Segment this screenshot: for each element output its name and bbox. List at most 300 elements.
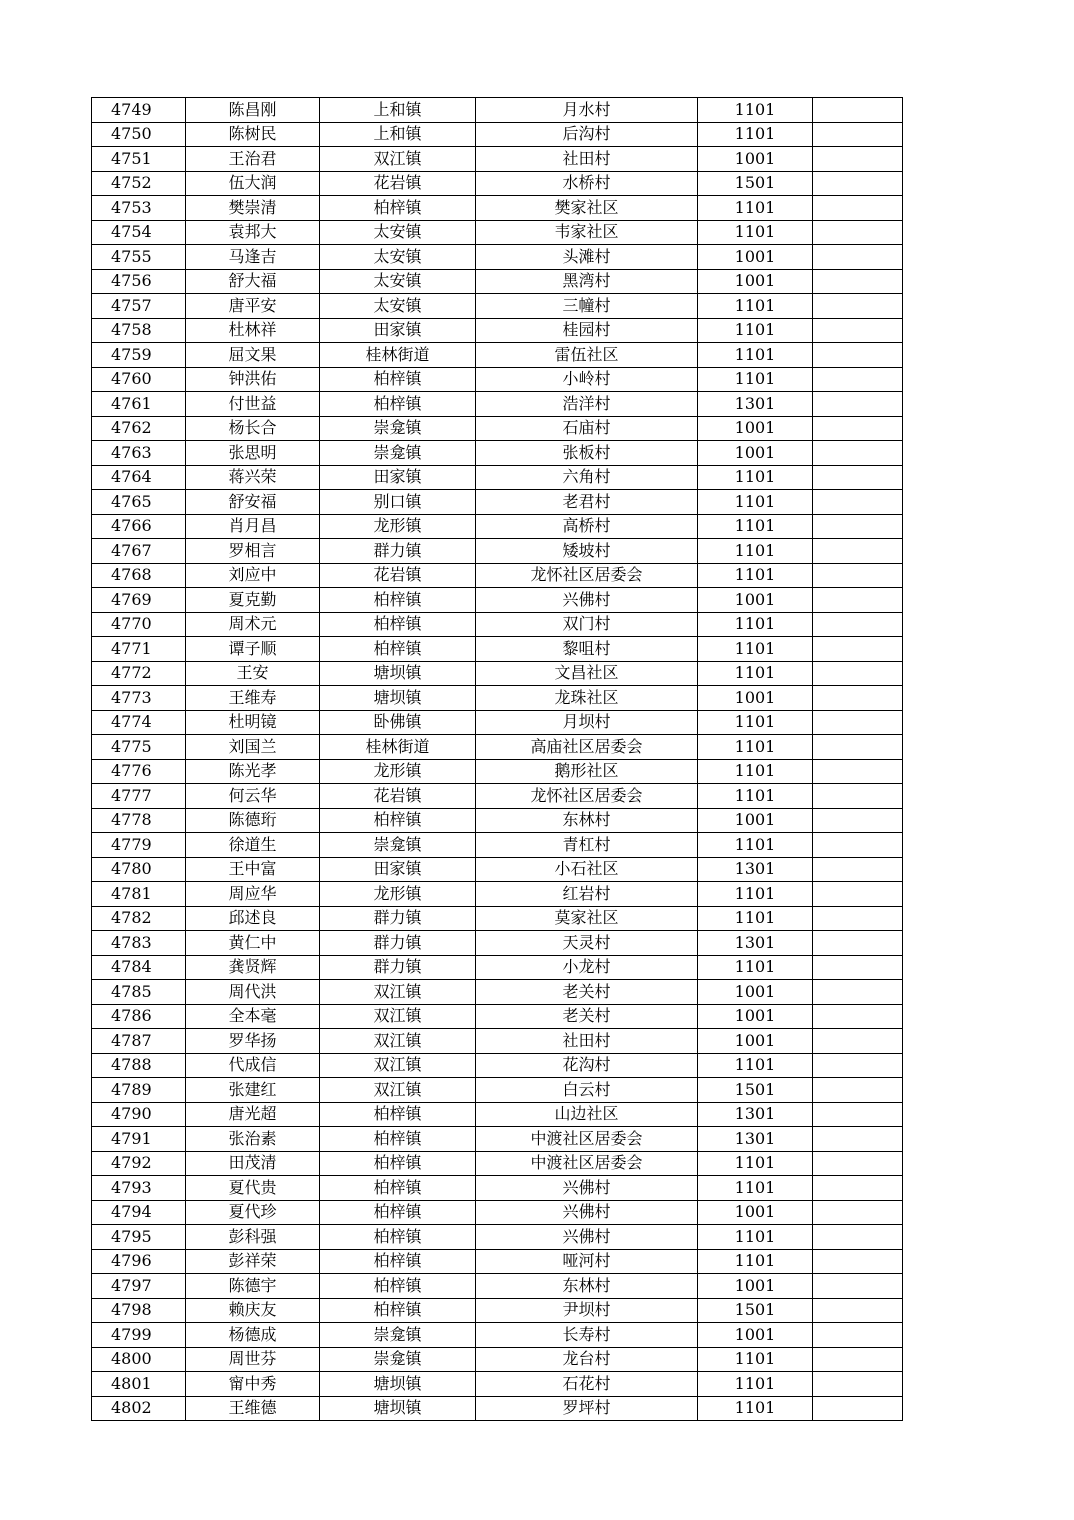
- note-cell: [813, 1249, 903, 1274]
- person-name-cell: 代成信: [186, 1053, 320, 1078]
- town-cell: 别口镇: [320, 490, 476, 515]
- table-row: [92, 514, 903, 539]
- row-number-cell: 4767: [92, 539, 186, 564]
- table-row: [92, 1127, 903, 1152]
- note-cell: [813, 1323, 903, 1348]
- table-row: [92, 392, 903, 417]
- note-cell: [813, 1151, 903, 1176]
- person-name-cell: 王维德: [186, 1396, 320, 1421]
- town-cell: 柏梓镇: [320, 196, 476, 221]
- table-row: [92, 1249, 903, 1274]
- person-name-cell: 刘应中: [186, 563, 320, 588]
- village-cell: 东林村: [476, 808, 698, 833]
- code-cell: 1101: [698, 882, 813, 907]
- village-cell: 鹅形社区: [476, 759, 698, 784]
- note-cell: [813, 1274, 903, 1299]
- code-cell: 1001: [698, 808, 813, 833]
- table-row: [92, 416, 903, 441]
- code-cell: 1501: [698, 1298, 813, 1323]
- table-row: [92, 759, 903, 784]
- row-number-cell: 4756: [92, 269, 186, 294]
- person-name-cell: 彭科强: [186, 1225, 320, 1250]
- town-cell: 桂林街道: [320, 735, 476, 760]
- table-row: [92, 1274, 903, 1299]
- code-cell: 1101: [698, 1249, 813, 1274]
- town-cell: 柏梓镇: [320, 1274, 476, 1299]
- table-row: [92, 710, 903, 735]
- row-number-cell: 4795: [92, 1225, 186, 1250]
- row-number-cell: 4785: [92, 980, 186, 1005]
- town-cell: 群力镇: [320, 955, 476, 980]
- code-cell: 1101: [698, 759, 813, 784]
- town-cell: 柏梓镇: [320, 637, 476, 662]
- row-number-cell: 4792: [92, 1151, 186, 1176]
- row-number-cell: 4769: [92, 588, 186, 613]
- town-cell: 花岩镇: [320, 171, 476, 196]
- table-row: [92, 784, 903, 809]
- note-cell: [813, 1004, 903, 1029]
- town-cell: 群力镇: [320, 906, 476, 931]
- table-row: [92, 1053, 903, 1078]
- note-cell: [813, 245, 903, 270]
- table-row: [92, 1396, 903, 1421]
- table-row: [92, 1102, 903, 1127]
- note-cell: [813, 490, 903, 515]
- note-cell: [813, 735, 903, 760]
- table-row: [92, 1004, 903, 1029]
- row-number-cell: 4762: [92, 416, 186, 441]
- town-cell: 崇龛镇: [320, 833, 476, 858]
- note-cell: [813, 1298, 903, 1323]
- village-cell: 社田村: [476, 1029, 698, 1054]
- table-row: [92, 1200, 903, 1225]
- table-row: [92, 637, 903, 662]
- person-name-cell: 杨德成: [186, 1323, 320, 1348]
- note-cell: [813, 857, 903, 882]
- person-name-cell: 徐道生: [186, 833, 320, 858]
- row-number-cell: 4801: [92, 1372, 186, 1397]
- code-cell: 1101: [698, 367, 813, 392]
- person-name-cell: 彭祥荣: [186, 1249, 320, 1274]
- row-number-cell: 4788: [92, 1053, 186, 1078]
- person-name-cell: 邱述良: [186, 906, 320, 931]
- person-name-cell: 陈德珩: [186, 808, 320, 833]
- code-cell: 1101: [698, 735, 813, 760]
- row-number-cell: 4760: [92, 367, 186, 392]
- row-number-cell: 4802: [92, 1396, 186, 1421]
- note-cell: [813, 1347, 903, 1372]
- row-number-cell: 4751: [92, 147, 186, 172]
- person-name-cell: 张治素: [186, 1127, 320, 1152]
- town-cell: 塘坝镇: [320, 661, 476, 686]
- row-number-cell: 4775: [92, 735, 186, 760]
- table-row: [92, 1347, 903, 1372]
- village-cell: 黎咀村: [476, 637, 698, 662]
- town-cell: 塘坝镇: [320, 1396, 476, 1421]
- village-cell: 莫家社区: [476, 906, 698, 931]
- code-cell: 1001: [698, 980, 813, 1005]
- note-cell: [813, 318, 903, 343]
- person-name-cell: 张建红: [186, 1078, 320, 1103]
- table-row: [92, 122, 903, 147]
- table-row: [92, 1225, 903, 1250]
- code-cell: 1001: [698, 245, 813, 270]
- town-cell: 柏梓镇: [320, 1200, 476, 1225]
- row-number-cell: 4786: [92, 1004, 186, 1029]
- row-number-cell: 4800: [92, 1347, 186, 1372]
- note-cell: [813, 784, 903, 809]
- table-row: [92, 269, 903, 294]
- person-name-cell: 杨长合: [186, 416, 320, 441]
- code-cell: 1101: [698, 514, 813, 539]
- table-row: [92, 1078, 903, 1103]
- code-cell: 1101: [698, 1176, 813, 1201]
- person-name-cell: 王维寿: [186, 686, 320, 711]
- roster-table-body: [92, 98, 903, 1421]
- village-cell: 哑河村: [476, 1249, 698, 1274]
- person-name-cell: 罗相言: [186, 539, 320, 564]
- village-cell: 兴佛村: [476, 588, 698, 613]
- town-cell: 柏梓镇: [320, 1151, 476, 1176]
- note-cell: [813, 1176, 903, 1201]
- code-cell: 1101: [698, 1225, 813, 1250]
- table-row: [92, 955, 903, 980]
- note-cell: [813, 906, 903, 931]
- person-name-cell: 刘国兰: [186, 735, 320, 760]
- code-cell: 1501: [698, 171, 813, 196]
- note-cell: [813, 539, 903, 564]
- note-cell: [813, 392, 903, 417]
- town-cell: 双江镇: [320, 147, 476, 172]
- town-cell: 双江镇: [320, 1078, 476, 1103]
- row-number-cell: 4779: [92, 833, 186, 858]
- table-row: [92, 220, 903, 245]
- village-cell: 白云村: [476, 1078, 698, 1103]
- town-cell: 群力镇: [320, 539, 476, 564]
- person-name-cell: 钟洪佑: [186, 367, 320, 392]
- village-cell: 头滩村: [476, 245, 698, 270]
- code-cell: 1101: [698, 1396, 813, 1421]
- note-cell: [813, 514, 903, 539]
- row-number-cell: 4781: [92, 882, 186, 907]
- town-cell: 田家镇: [320, 857, 476, 882]
- code-cell: 1101: [698, 196, 813, 221]
- table-row: [92, 735, 903, 760]
- town-cell: 柏梓镇: [320, 367, 476, 392]
- person-name-cell: 黄仁中: [186, 931, 320, 956]
- person-name-cell: 伍大润: [186, 171, 320, 196]
- town-cell: 群力镇: [320, 931, 476, 956]
- code-cell: 1101: [698, 98, 813, 123]
- person-name-cell: 周世芬: [186, 1347, 320, 1372]
- code-cell: 1101: [698, 1347, 813, 1372]
- village-cell: 社田村: [476, 147, 698, 172]
- table-row: [92, 1372, 903, 1397]
- note-cell: [813, 686, 903, 711]
- town-cell: 柏梓镇: [320, 1102, 476, 1127]
- village-cell: 高桥村: [476, 514, 698, 539]
- row-number-cell: 4797: [92, 1274, 186, 1299]
- table-row: [92, 1298, 903, 1323]
- person-name-cell: 舒安福: [186, 490, 320, 515]
- code-cell: 1301: [698, 931, 813, 956]
- row-number-cell: 4771: [92, 637, 186, 662]
- village-cell: 长寿村: [476, 1323, 698, 1348]
- note-cell: [813, 661, 903, 686]
- village-cell: 天灵村: [476, 931, 698, 956]
- code-cell: 1301: [698, 1127, 813, 1152]
- row-number-cell: 4768: [92, 563, 186, 588]
- town-cell: 田家镇: [320, 465, 476, 490]
- code-cell: 1001: [698, 1200, 813, 1225]
- code-cell: 1101: [698, 637, 813, 662]
- code-cell: 1001: [698, 1274, 813, 1299]
- village-cell: 中渡社区居委会: [476, 1151, 698, 1176]
- village-cell: 六角村: [476, 465, 698, 490]
- code-cell: 1001: [698, 1323, 813, 1348]
- village-cell: 月坝村: [476, 710, 698, 735]
- person-name-cell: 付世益: [186, 392, 320, 417]
- person-name-cell: 屈文果: [186, 343, 320, 368]
- person-name-cell: 赖庆友: [186, 1298, 320, 1323]
- note-cell: [813, 220, 903, 245]
- row-number-cell: 4780: [92, 857, 186, 882]
- table-row: [92, 171, 903, 196]
- row-number-cell: 4757: [92, 294, 186, 319]
- note-cell: [813, 1053, 903, 1078]
- person-name-cell: 何云华: [186, 784, 320, 809]
- table-row: [92, 539, 903, 564]
- code-cell: 1001: [698, 1004, 813, 1029]
- person-name-cell: 龚贤辉: [186, 955, 320, 980]
- town-cell: 柏梓镇: [320, 392, 476, 417]
- table-row: [92, 931, 903, 956]
- town-cell: 柏梓镇: [320, 1249, 476, 1274]
- town-cell: 太安镇: [320, 245, 476, 270]
- person-name-cell: 王中富: [186, 857, 320, 882]
- code-cell: 1101: [698, 784, 813, 809]
- row-number-cell: 4783: [92, 931, 186, 956]
- note-cell: [813, 98, 903, 123]
- code-cell: 1101: [698, 122, 813, 147]
- row-number-cell: 4750: [92, 122, 186, 147]
- row-number-cell: 4774: [92, 710, 186, 735]
- person-name-cell: 张思明: [186, 441, 320, 466]
- town-cell: 柏梓镇: [320, 1176, 476, 1201]
- town-cell: 塘坝镇: [320, 1372, 476, 1397]
- row-number-cell: 4796: [92, 1249, 186, 1274]
- code-cell: 1101: [698, 465, 813, 490]
- code-cell: 1101: [698, 612, 813, 637]
- village-cell: 尹坝村: [476, 1298, 698, 1323]
- village-cell: 东林村: [476, 1274, 698, 1299]
- row-number-cell: 4790: [92, 1102, 186, 1127]
- row-number-cell: 4766: [92, 514, 186, 539]
- table-row: [92, 147, 903, 172]
- note-cell: [813, 1200, 903, 1225]
- table-row: [92, 367, 903, 392]
- village-cell: 张板村: [476, 441, 698, 466]
- village-cell: 山边社区: [476, 1102, 698, 1127]
- person-name-cell: 蒋兴荣: [186, 465, 320, 490]
- table-row: [92, 1151, 903, 1176]
- table-row: [92, 1029, 903, 1054]
- table-row: [92, 98, 903, 123]
- town-cell: 柏梓镇: [320, 808, 476, 833]
- code-cell: 1001: [698, 588, 813, 613]
- person-name-cell: 陈德宇: [186, 1274, 320, 1299]
- row-number-cell: 4752: [92, 171, 186, 196]
- code-cell: 1101: [698, 294, 813, 319]
- row-number-cell: 4772: [92, 661, 186, 686]
- table-row: [92, 588, 903, 613]
- note-cell: [813, 588, 903, 613]
- code-cell: 1001: [698, 416, 813, 441]
- table-row: [92, 245, 903, 270]
- village-cell: 龙怀社区居委会: [476, 563, 698, 588]
- village-cell: 龙台村: [476, 1347, 698, 1372]
- code-cell: 1101: [698, 490, 813, 515]
- town-cell: 双江镇: [320, 1053, 476, 1078]
- note-cell: [813, 1078, 903, 1103]
- village-cell: 罗坪村: [476, 1396, 698, 1421]
- note-cell: [813, 808, 903, 833]
- note-cell: [813, 882, 903, 907]
- note-cell: [813, 612, 903, 637]
- table-row: [92, 490, 903, 515]
- town-cell: 崇龛镇: [320, 441, 476, 466]
- note-cell: [813, 980, 903, 1005]
- note-cell: [813, 1029, 903, 1054]
- row-number-cell: 4778: [92, 808, 186, 833]
- note-cell: [813, 171, 903, 196]
- town-cell: 柏梓镇: [320, 1127, 476, 1152]
- code-cell: 1101: [698, 539, 813, 564]
- person-name-cell: 陈昌刚: [186, 98, 320, 123]
- town-cell: 柏梓镇: [320, 1298, 476, 1323]
- row-number-cell: 4787: [92, 1029, 186, 1054]
- note-cell: [813, 367, 903, 392]
- code-cell: 1101: [698, 833, 813, 858]
- note-cell: [813, 465, 903, 490]
- town-cell: 卧佛镇: [320, 710, 476, 735]
- person-name-cell: 甯中秀: [186, 1372, 320, 1397]
- town-cell: 塘坝镇: [320, 686, 476, 711]
- person-name-cell: 周代洪: [186, 980, 320, 1005]
- person-name-cell: 夏代珍: [186, 1200, 320, 1225]
- village-cell: 水桥村: [476, 171, 698, 196]
- note-cell: [813, 343, 903, 368]
- town-cell: 太安镇: [320, 220, 476, 245]
- row-number-cell: 4789: [92, 1078, 186, 1103]
- person-name-cell: 杜明镜: [186, 710, 320, 735]
- village-cell: 韦家社区: [476, 220, 698, 245]
- row-number-cell: 4759: [92, 343, 186, 368]
- row-number-cell: 4758: [92, 318, 186, 343]
- town-cell: 龙形镇: [320, 882, 476, 907]
- code-cell: 1001: [698, 147, 813, 172]
- table-row: [92, 612, 903, 637]
- village-cell: 矮坡村: [476, 539, 698, 564]
- person-name-cell: 杜林祥: [186, 318, 320, 343]
- row-number-cell: 4782: [92, 906, 186, 931]
- code-cell: 1501: [698, 1078, 813, 1103]
- town-cell: 上和镇: [320, 98, 476, 123]
- person-name-cell: 田茂清: [186, 1151, 320, 1176]
- table-row: [92, 318, 903, 343]
- person-name-cell: 王治君: [186, 147, 320, 172]
- note-cell: [813, 441, 903, 466]
- code-cell: 1101: [698, 1053, 813, 1078]
- note-cell: [813, 416, 903, 441]
- village-cell: 樊家社区: [476, 196, 698, 221]
- table-row: [92, 343, 903, 368]
- row-number-cell: 4798: [92, 1298, 186, 1323]
- code-cell: 1101: [698, 955, 813, 980]
- row-number-cell: 4799: [92, 1323, 186, 1348]
- village-cell: 后沟村: [476, 122, 698, 147]
- note-cell: [813, 1127, 903, 1152]
- village-cell: 中渡社区居委会: [476, 1127, 698, 1152]
- village-cell: 龙怀社区居委会: [476, 784, 698, 809]
- code-cell: 1001: [698, 441, 813, 466]
- code-cell: 1101: [698, 710, 813, 735]
- town-cell: 崇龛镇: [320, 1323, 476, 1348]
- row-number-cell: 4773: [92, 686, 186, 711]
- village-cell: 桂园村: [476, 318, 698, 343]
- person-name-cell: 周术元: [186, 612, 320, 637]
- row-number-cell: 4765: [92, 490, 186, 515]
- code-cell: 1101: [698, 343, 813, 368]
- note-cell: [813, 147, 903, 172]
- code-cell: 1301: [698, 1102, 813, 1127]
- table-row: [92, 1176, 903, 1201]
- person-name-cell: 马逢吉: [186, 245, 320, 270]
- village-cell: 石花村: [476, 1372, 698, 1397]
- village-cell: 小龙村: [476, 955, 698, 980]
- note-cell: [813, 931, 903, 956]
- row-number-cell: 4777: [92, 784, 186, 809]
- person-name-cell: 樊崇清: [186, 196, 320, 221]
- row-number-cell: 4753: [92, 196, 186, 221]
- note-cell: [813, 269, 903, 294]
- person-name-cell: 袁邦大: [186, 220, 320, 245]
- village-cell: 双门村: [476, 612, 698, 637]
- note-cell: [813, 1372, 903, 1397]
- village-cell: 高庙社区居委会: [476, 735, 698, 760]
- village-cell: 浩洋村: [476, 392, 698, 417]
- person-name-cell: 肖月昌: [186, 514, 320, 539]
- town-cell: 柏梓镇: [320, 588, 476, 613]
- code-cell: 1001: [698, 1029, 813, 1054]
- table-row: [92, 1323, 903, 1348]
- code-cell: 1101: [698, 906, 813, 931]
- note-cell: [813, 833, 903, 858]
- note-cell: [813, 1102, 903, 1127]
- town-cell: 花岩镇: [320, 563, 476, 588]
- person-name-cell: 唐平安: [186, 294, 320, 319]
- table-row: [92, 906, 903, 931]
- table-row: [92, 808, 903, 833]
- village-cell: 文昌社区: [476, 661, 698, 686]
- town-cell: 柏梓镇: [320, 612, 476, 637]
- town-cell: 崇龛镇: [320, 416, 476, 441]
- row-number-cell: 4755: [92, 245, 186, 270]
- row-number-cell: 4793: [92, 1176, 186, 1201]
- village-cell: 兴佛村: [476, 1225, 698, 1250]
- table-row: [92, 882, 903, 907]
- code-cell: 1101: [698, 318, 813, 343]
